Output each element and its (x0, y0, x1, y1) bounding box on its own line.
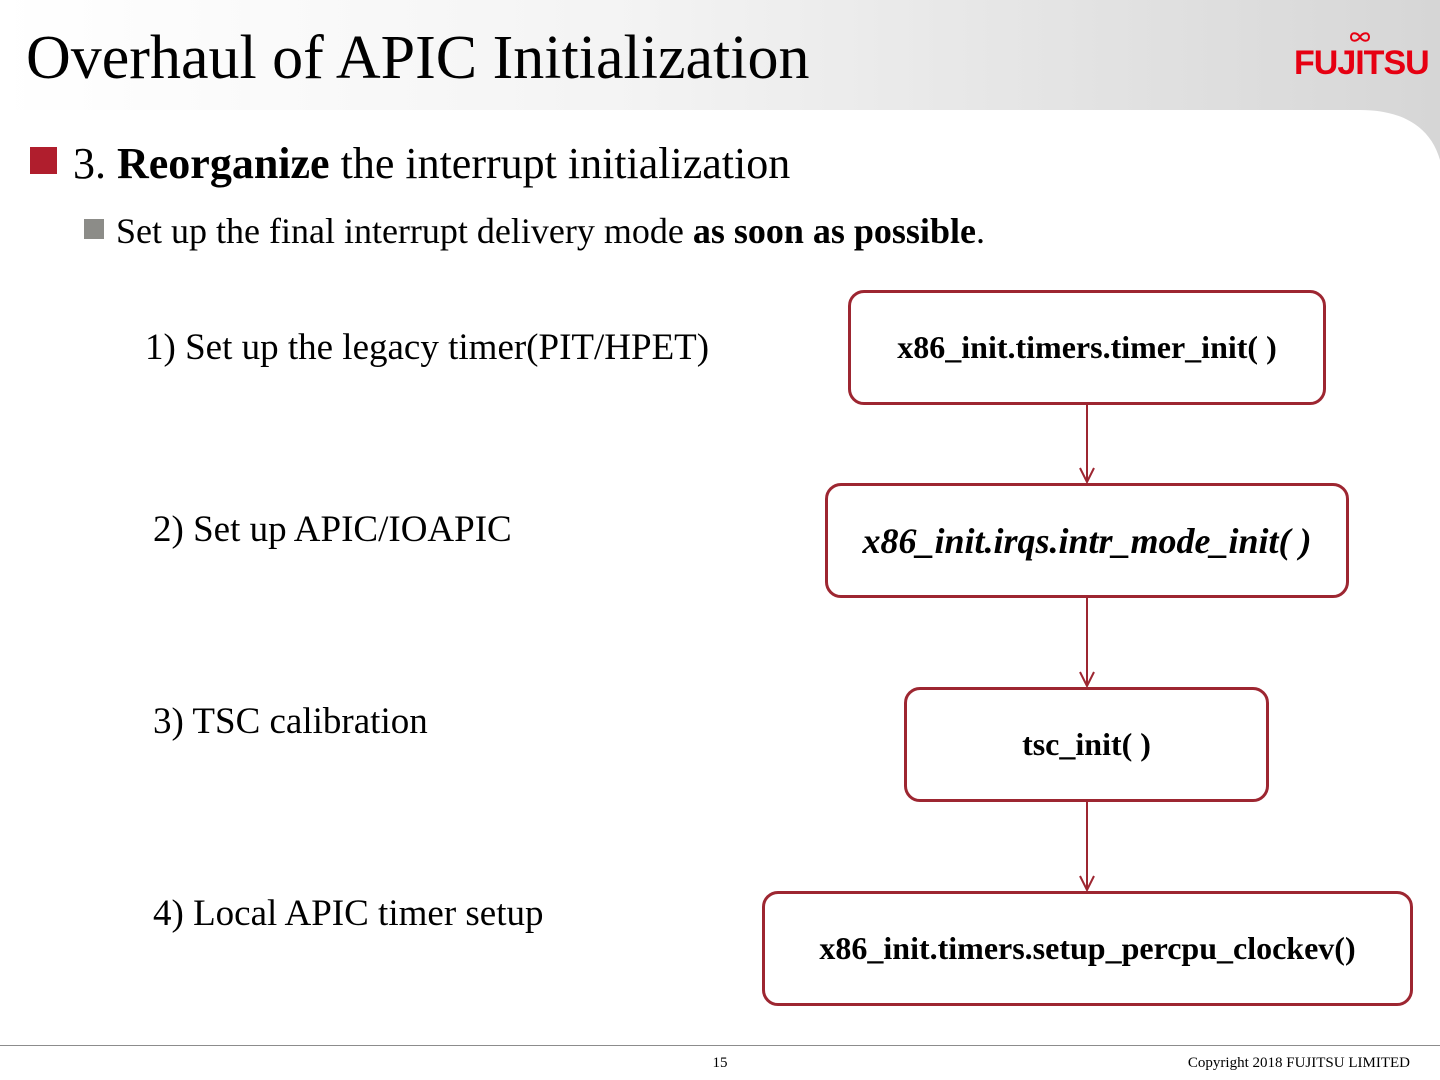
logo-text: FUJITSU (1294, 44, 1429, 82)
bullet-marker-gray (84, 219, 104, 239)
step-label-4: 4) Local APIC timer setup (153, 893, 544, 934)
function-box-intr-mode-init: x86_init.irqs.intr_mode_init( ) (825, 483, 1349, 598)
bullet2-text: Set up the final interrupt delivery mode (116, 211, 693, 251)
step-label-3: 3) TSC calibration (153, 701, 428, 742)
bullet1-suffix: the interrupt initialization (329, 139, 791, 188)
function-box-setup-percpu-clockev: x86_init.timers.setup_percpu_clockev() (762, 891, 1413, 1006)
footer-divider (0, 1045, 1440, 1046)
copyright-text: Copyright 2018 FUJITSU LIMITED (1187, 1055, 1410, 1071)
function-box-timer-init: x86_init.timers.timer_init( ) (848, 290, 1326, 405)
fujitsu-logo (1294, 30, 1429, 90)
page-number: 15 (712, 1055, 728, 1071)
bullet-marker-red (30, 147, 57, 174)
bullet-level2 (84, 208, 985, 254)
function-box-tsc-init: tsc_init( ) (904, 687, 1269, 802)
step-label-2: 2) Set up APIC/IOAPIC (153, 509, 512, 550)
bullet1-prefix: 3. (73, 139, 117, 188)
bullet2-bold: as soon as possible (692, 211, 976, 251)
bullet2-suffix: . (975, 211, 985, 251)
bullet-level1 (30, 136, 790, 192)
infinity-logo-icon (1348, 30, 1372, 44)
page-title: Overhaul of APIC Initialization (26, 24, 810, 92)
step-label-1: 1) Set up the legacy timer(PIT/HPET) (145, 327, 710, 368)
bullet1-bold: Reorganize (117, 139, 330, 188)
